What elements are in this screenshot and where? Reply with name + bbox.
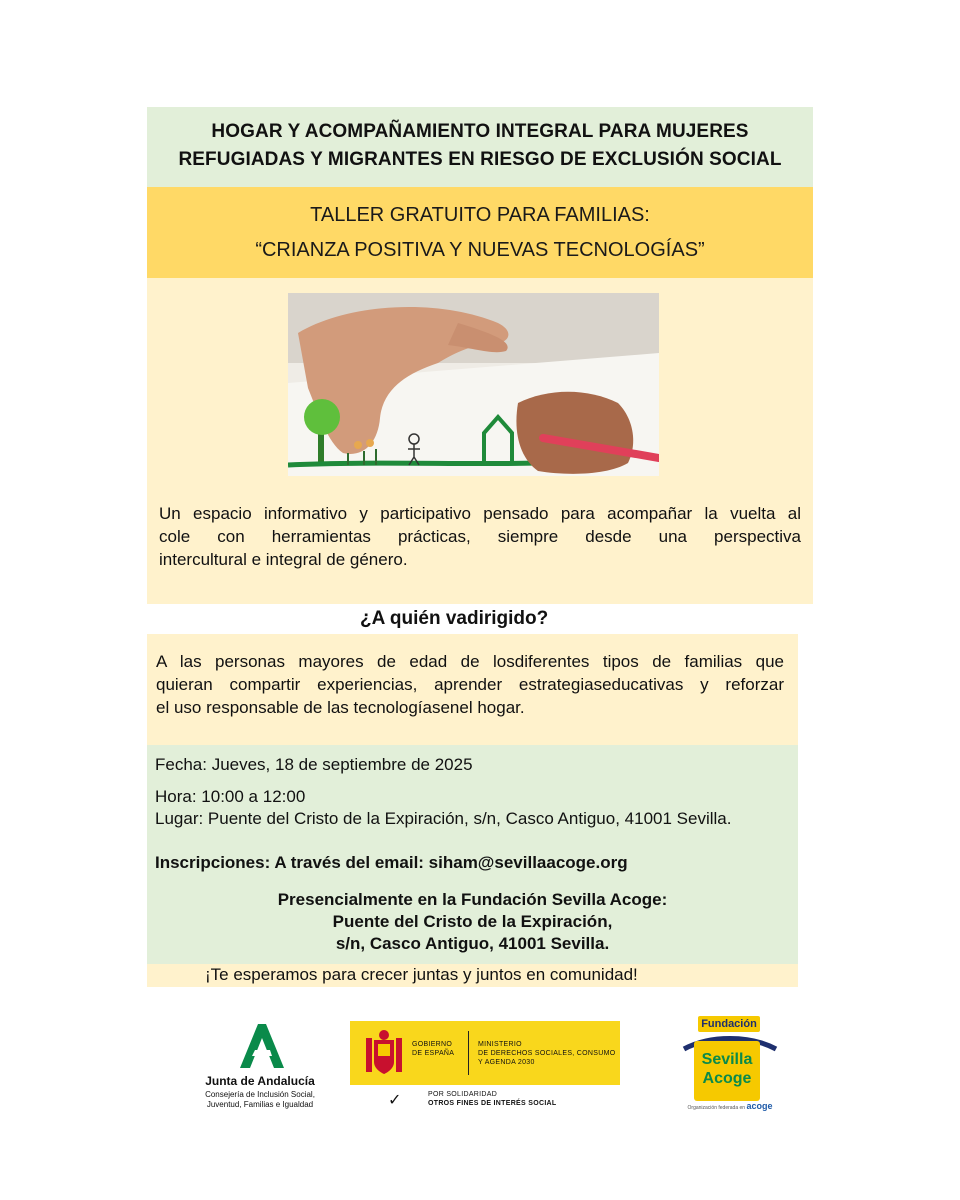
acoge-brand: acoge xyxy=(746,1101,773,1111)
gobierno-label xyxy=(412,1040,454,1058)
in-person-registration xyxy=(147,889,798,955)
audience-band xyxy=(147,634,798,745)
audience-line-3: el uso responsable de las tecnologíasenel hogar. xyxy=(156,698,525,717)
gobierno-espana-logo xyxy=(350,1021,620,1085)
event-place: Lugar: Puente del Cristo de la Expiración, s/n, Casco Antiguo, 41001 Sevilla. xyxy=(155,809,732,828)
junta-name: Junta de Andalucía xyxy=(205,1074,315,1088)
photo-band xyxy=(147,278,813,604)
workshop-band xyxy=(147,187,813,278)
junta-emblem-icon xyxy=(200,1020,320,1072)
intro-line-2: cole con herramientas prácticas, siempre desde una perspectiva xyxy=(159,527,801,546)
audience-line-2: quieran compartir experiencias, aprender estrategiaseducativas y reforzar xyxy=(156,675,784,694)
junta-subtitle xyxy=(200,1090,320,1110)
audience-question: ¿A quién vadirigido? xyxy=(360,608,549,629)
sevilla-word: Sevilla xyxy=(701,1051,753,1068)
intro-paragraph xyxy=(159,502,801,571)
coat-of-arms-icon xyxy=(362,1028,406,1078)
details-band xyxy=(147,745,798,964)
ministry-line-2: DE DERECHOS SOCIALES, CONSUMO xyxy=(478,1050,616,1057)
intro-line-3: intercultural e integral de género. xyxy=(159,550,408,569)
title-line-2: REFUGIADAS Y MIGRANTES EN RIESGO DE EXCLUSIÓN SOCIAL xyxy=(178,149,782,170)
in-person-line-2: Puente del Cristo de la Expiración, xyxy=(332,912,613,931)
acoge-word: Acoge xyxy=(702,1070,752,1087)
fundacion-tag: Fundación xyxy=(698,1016,760,1032)
ministry-label xyxy=(478,1040,615,1067)
workshop-line-2: “CRIANZA POSITIVA Y NUEVAS TECNOLOGÍAS” xyxy=(255,239,705,261)
federation-note xyxy=(680,1101,780,1111)
solidarity-line-2: OTROS FINES DE INTERÉS SOCIAL xyxy=(428,1100,557,1107)
federation-text: Organización federada en xyxy=(687,1105,746,1111)
event-date: Fecha: Jueves, 18 de septiembre de 2025 xyxy=(155,755,473,774)
gobierno-line-2: DE ESPAÑA xyxy=(412,1050,455,1057)
sevilla-acoge-box xyxy=(694,1041,760,1101)
ministry-line-3: Y AGENDA 2030 xyxy=(478,1059,535,1066)
audience-paragraph xyxy=(156,650,784,719)
in-person-line-3: s/n, Casco Antiguo, 41001 Sevilla. xyxy=(335,934,610,953)
child-drawing-photo xyxy=(288,293,659,476)
junta-andalucia-logo xyxy=(200,1020,320,1130)
solidarity-line-1: POR SOLIDARIDAD xyxy=(428,1091,498,1098)
in-person-line-1: Presencialmente en la Fundación Sevilla Acoge: xyxy=(277,890,668,909)
ministry-line-1: MINISTERIO xyxy=(478,1041,522,1048)
por-solidaridad-logo xyxy=(388,1090,628,1114)
gobierno-line-1: GOBIERNO xyxy=(412,1041,453,1048)
junta-subtitle-2: Juventud, Familias e Igualdad xyxy=(206,1100,314,1109)
junta-subtitle-1: Consejería de Inclusión Social, xyxy=(205,1090,315,1099)
intro-line-1: Un espacio informativo y participativo pensado para acompañar la vuelta al xyxy=(159,504,801,523)
registration-email: Inscripciones: A través del email: siham@sevillaacoge.org xyxy=(155,853,628,872)
closing-message: ¡Te esperamos para crecer juntas y juntos en comunidad! xyxy=(205,965,638,984)
title-line-1: HOGAR Y ACOMPAÑAMIENTO INTEGRAL PARA MUJERES xyxy=(211,121,749,142)
audience-line-1: A las personas mayores de edad de losdiferentes tipos de familias que xyxy=(156,652,784,671)
workshop-line-1: TALLER GRATUITO PARA FAMILIAS: xyxy=(310,204,650,226)
logo-divider xyxy=(468,1031,469,1075)
closing-band xyxy=(147,964,798,987)
checkmark-icon: ✓ xyxy=(388,1092,402,1109)
event-time: Hora: 10:00 a 12:00 xyxy=(155,787,306,806)
fundacion-sevilla-acoge-logo xyxy=(680,1015,780,1115)
title-band xyxy=(147,107,813,187)
